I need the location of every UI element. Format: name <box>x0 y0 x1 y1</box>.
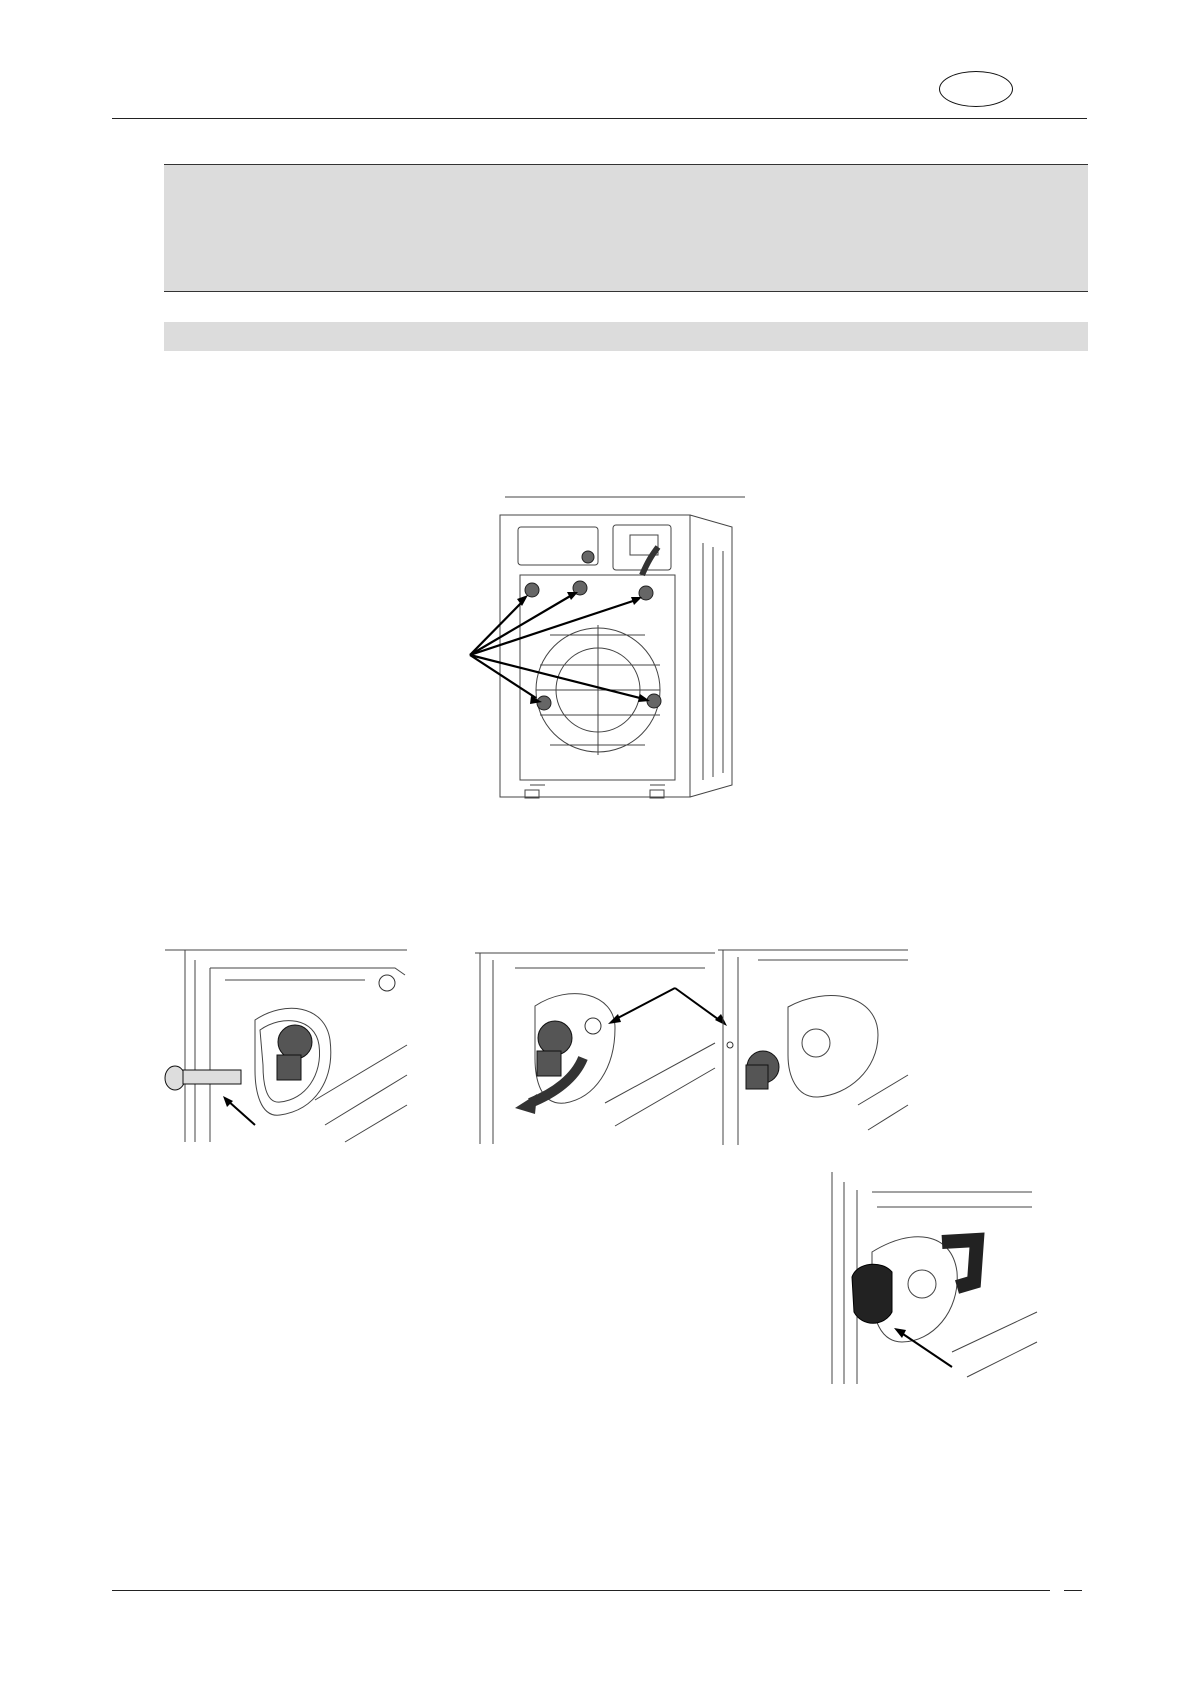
step2-step3-pointer-arrows <box>600 980 730 1028</box>
footer-rule <box>112 1590 1050 1591</box>
header-rule <box>112 118 1087 119</box>
language-badge <box>939 71 1013 107</box>
step1-bolt-removal-figure <box>165 950 407 1142</box>
section-heading <box>164 322 1088 351</box>
step3-spacer-removed-figure <box>718 945 908 1145</box>
notice-box <box>164 164 1088 292</box>
section-heading-text <box>164 322 1088 332</box>
notice-text <box>164 165 1088 193</box>
footer-rule-short <box>1064 1590 1082 1591</box>
step4-hole-cover-figure <box>832 1172 1037 1384</box>
rear-view-figure <box>470 495 750 800</box>
step2-spacer-rotation-figure <box>475 948 715 1144</box>
